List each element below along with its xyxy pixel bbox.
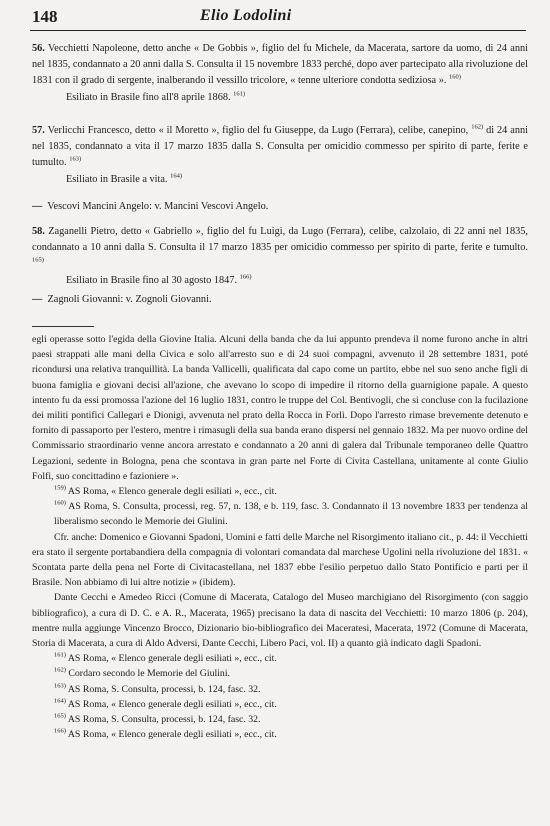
exile-text: Esiliato in Brasile fino al 30 agosto 1847. <box>66 274 238 286</box>
footnote-text: AS Roma, « Elenco generale degli esiliati », ecc., cit. <box>67 486 277 498</box>
entry-56 <box>32 41 528 106</box>
cross-reference-vescovi <box>32 199 528 215</box>
footnote-text: AS Roma, S. Consulta, processi, reg. 57, n. 138, e b. 119, fasc. 3. Condannato il 13 novembre 1833 per tendenza al liberalismo secondo le Memorie dei Giulini. <box>54 501 528 528</box>
footnote-163 <box>32 682 528 697</box>
footnote-mark: 161) <box>54 652 66 659</box>
footnote-text: AS Roma, S. Consulta, processi, b. 124, fasc. 32. <box>67 714 261 726</box>
entry-text: Zaganelli Pietro, detto « Gabriello », figlio del fu Luigi, da Lugo (Ferrara), celibe, calzolaio, di 22 anni nel 1835, condannato a 10 anni dalla S. Consulta il 17 marzo 1835 per omicidio commesso per spirito di parte, ferite e tumulto. <box>32 226 528 254</box>
footnotes <box>32 332 528 742</box>
footnote-mark: 164) <box>54 697 66 705</box>
footnote-mark: 165) <box>54 712 66 720</box>
header-rule <box>30 30 526 31</box>
note-ref: 163) <box>69 155 82 163</box>
footnote-164 <box>32 697 528 712</box>
footnote-166 <box>32 727 528 742</box>
footnote-mark: 160) <box>54 499 66 507</box>
entry-number: 58. <box>32 226 45 237</box>
footnote-text: AS Roma, « Elenco generale degli esiliati », ecc., cit. <box>67 698 277 710</box>
footnote-159 <box>32 484 528 499</box>
footnote-165 <box>32 712 528 727</box>
entry-dash: — <box>32 201 43 212</box>
entry-57 <box>32 123 528 188</box>
footnote-list <box>32 651 528 742</box>
entry-text: Vecchietti Napoleone, detto anche « De Gobbis », figlio del fu Michele, da Macerata, sartore da uomo, di 24 anni nel 1835, condannato a 20 anni dalla S. Consulta il 15 novembre 1833 perché, dopo aver partecipato alla rivoluzione del 1831 con il grado di sergente, inalberando il vessillo tricolore, « tenne ulteriore condotta sediziosa ». <box>32 43 528 87</box>
footnote-mark: 162) <box>54 667 66 675</box>
footnote-text: AS Roma, « Elenco generale degli esiliati », ecc., cit. <box>67 653 277 665</box>
note-ref: 160) <box>449 73 461 81</box>
entry-text: Zagnoli Giovanni: v. Zognoli Giovanni. <box>47 294 212 305</box>
exile-line <box>32 273 528 289</box>
entry-number: 56. <box>32 43 45 54</box>
entry-58 <box>32 224 528 289</box>
note-ref: 165) <box>32 256 44 264</box>
exile-text: Esiliato in Brasile a vita. <box>66 173 168 185</box>
exile-ref: 161) <box>233 90 246 98</box>
cross-reference-zagnoli <box>32 292 528 308</box>
entry-dash: — <box>32 294 43 305</box>
entry-text: Vescovi Mancini Angelo: v. Mancini Vescovi Angelo. <box>47 201 269 212</box>
exile-line <box>32 172 528 188</box>
running-title: Elio Lodolini <box>200 7 292 24</box>
footnote-162 <box>32 666 528 681</box>
footnote-continuation: egli operasse sotto l'egida della Giovine Italia. Alcuni della banda che da lui appunto prendeva il nome furono anche in altri paesi strappati alle mani della Civica e solo all'arresto suo e di 24 suoi compagni, avvenuto il 28 settembre 1831, poté ricondursi una relativa tranquillità. La banda Vallicelli, qualificata dal capo come un partito, ebbe nel suo seno anche figli di buona famiglia e giovani decisi all'azione, che avevano lo scopo di impedire il ritorno della guarnigione papale. A questo intento fu da essi promossa l'azione del 16 luglio 1831, contro le truppe del Col. Bentivogli, che si concluse con la fucilazione dei militi pontifici Callegari e Dionigi, avvenuta nel prato della Rocca in Forlì. Dopo l'arresto rimase brevemente detenuto e fornito di passaporto per l'estero, mentre i rimasugli della sua banda erano dispersi nel gennaio 1832. Ma per nuovo ordine del Commissario straordinario venne ancora arrestato e condannato a 20 anni di galera dal Tribunale temporaneo delle Quattro Legazioni, sedente in Bologna, pena che scontava in gran parte nel Forte di Civita Castellana, unitamente al conte Giulio Folfi, suo concittadino e fazioniere ». <box>32 334 528 482</box>
footnote-mark: 159) <box>54 484 66 492</box>
footnote-160-cecchi: Dante Cecchi e Amedeo Ricci (Comune di Macerata, Catalogo del Museo marchigiano del Risorgimento (con saggio bibliografico), a cura di D. C. e A. R., Macerata, 1965) precisano la data di nascita del Vecchietti: 10 marzo 1806 (p. 204), mentre nulla aggiunge Vincenzo Brocco, Dizionario bio-bibliografico dei Maceratesi, Macerata, 1972 (Comune di Macerata, Storia di Macerata, a cura di Aldo Adversi, Dante Cecchi, Libero Paci, vol. II) a quanto già indicato dagli Spadoni. <box>32 592 528 650</box>
page-number: 148 <box>32 7 58 26</box>
exile-line <box>32 90 528 106</box>
footnote-text: Cordaro secondo le Memorie del Giulini. <box>68 668 230 680</box>
footnote-mark: 163) <box>54 682 66 690</box>
footnote-text: AS Roma, « Elenco generale degli esiliati », ecc., cit. <box>67 729 277 741</box>
footnote-161 <box>32 651 528 666</box>
exile-ref: 164) <box>170 172 183 180</box>
entry-text: Verlicchi Francesco, detto « il Moretto », figlio del fu Giuseppe, da Lugo (Ferrara), celibe, canepino, <box>47 125 469 136</box>
exile-text: Esiliato in Brasile fino all'8 aprile 1868. <box>66 91 231 103</box>
entry-text-cont: di 24 anni nel 1835, condannato a vita il 17 marzo 1835 dalla S. Consulta per omicidio commesso per spirito di parte, ferite e tumulto. <box>32 125 529 169</box>
mid-ref: 162) <box>471 123 484 131</box>
footnote-160-cfr: Cfr. anche: Domenico e Giovanni Spadoni, Uomini e fatti delle Marche nel Risorgimento italiano cit., p. 44: il Vecchietti era stato il sergente portabandiera della compagnia di volontari comandata dal marchese Ugolini nella rivoluzione del 1831. « Scontata parte della pena nel Forte di Civitacastellana, nel 1837 ebbe l'esilio perpetuo dallo Stato Pontificio e parti per il Brasile. Non abbiamo di lui altre notizie » (ibidem). <box>32 531 528 589</box>
footnote-rule <box>32 326 94 327</box>
footnote-160 <box>32 499 528 529</box>
footnote-text: AS Roma, S. Consulta, processi, b. 124, fasc. 32. <box>67 683 261 695</box>
exile-ref: 166) <box>239 273 252 281</box>
footnote-mark: 166) <box>54 728 66 736</box>
entry-number: 57. <box>32 125 45 136</box>
